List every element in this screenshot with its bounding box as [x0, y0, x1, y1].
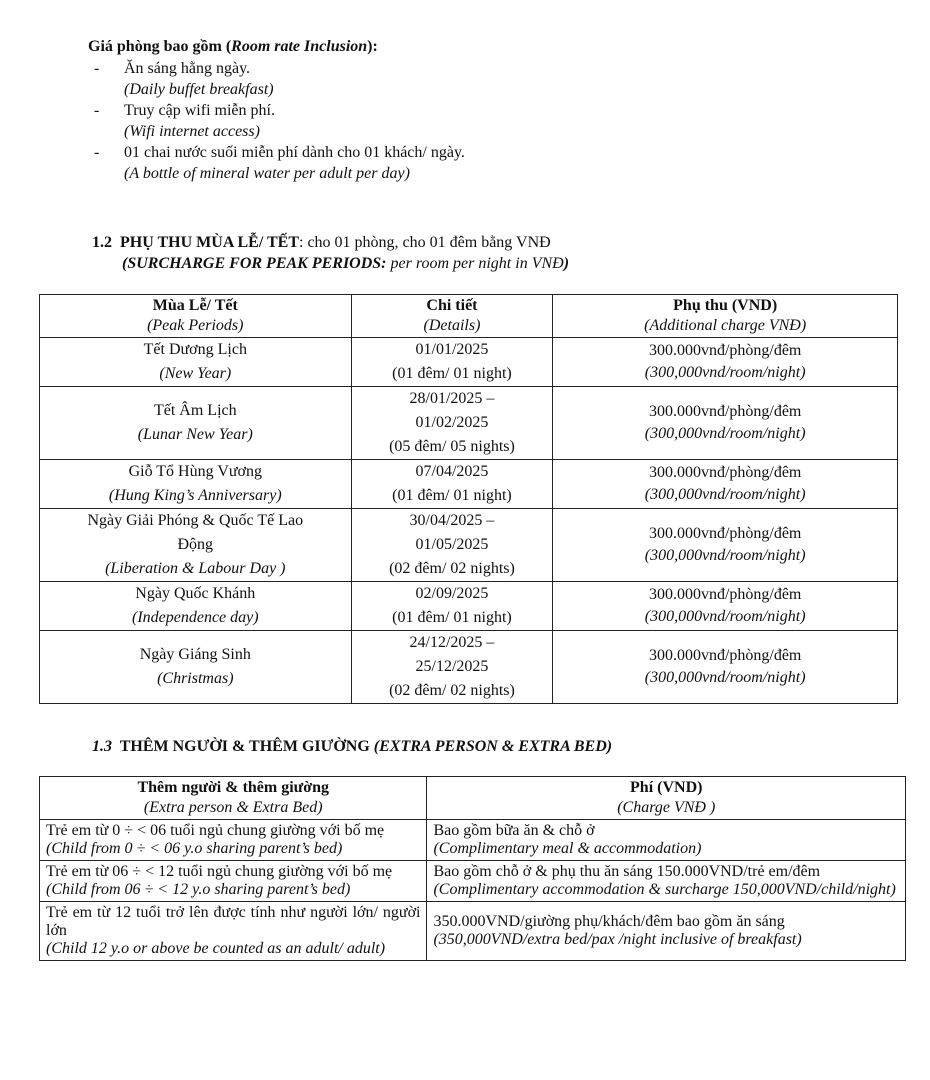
list-item [88, 142, 788, 184]
table-row [40, 820, 906, 861]
section-number: 1.3 [92, 738, 112, 755]
extra-bed-table [39, 776, 906, 961]
period-vi: Tết Dương Lịch [143, 341, 247, 358]
person-cell [40, 902, 427, 961]
detail-line: (01 đêm/ 01 night) [392, 487, 512, 504]
section-1-3-heading [92, 736, 612, 757]
charge-en: (300,000vnd/room/night) [644, 425, 806, 442]
detail-line: 01/02/2025 [415, 414, 489, 431]
section-title-en-rest: per room per night in VNĐ [386, 255, 564, 272]
inclusion-title-vi: Giá phòng bao gồm ( [88, 38, 232, 55]
details-cell [351, 460, 553, 509]
detail-line: 24/12/2025 – [409, 634, 495, 651]
inclusion-list [88, 58, 788, 184]
bullet-dash: - [94, 144, 100, 161]
detail-line: 01/01/2025 [415, 341, 489, 358]
person-en: (Child 12 y.o or above be counted as an adult/ adult) [46, 940, 386, 957]
bullet-dash: - [94, 102, 100, 119]
header-charge [553, 295, 898, 338]
person-cell [40, 820, 427, 861]
table-header-row [40, 777, 906, 820]
charge-vi: 300.000vnđ/phòng/đêm [648, 647, 802, 664]
period-en: (New Year) [159, 365, 232, 382]
detail-line: (05 đêm/ 05 nights) [389, 438, 515, 455]
charge-en: (300,000vnd/room/night) [644, 669, 806, 686]
charge-en: (300,000vnd/room/night) [644, 364, 806, 381]
detail-line: 02/09/2025 [415, 585, 489, 602]
person-en: (Child from 0 ÷ < 06 y.o sharing parent’s bed) [46, 840, 343, 857]
period-cell [40, 387, 352, 460]
header-vi: Chi tiết [426, 297, 478, 314]
table-row [40, 631, 898, 704]
period-vi: Tết Âm Lịch [153, 402, 237, 419]
table-row [40, 582, 898, 631]
detail-line: (01 đêm/ 01 night) [392, 609, 512, 626]
header-fee [427, 777, 906, 820]
header-en: (Charge VNĐ ) [617, 799, 716, 816]
section-title-vi: THÊM NGƯỜI & THÊM GIƯỜNG [119, 738, 370, 755]
period-en: (Lunar New Year) [137, 426, 253, 443]
period-en: (Hung King’s Anniversary) [108, 487, 282, 504]
period-cell [40, 509, 352, 582]
period-cell [40, 582, 352, 631]
section-title-en: (EXTRA PERSON & EXTRA BED) [373, 738, 613, 755]
bullet-dash: - [94, 60, 100, 77]
person-en: (Child from 06 ÷ < 12 y.o sharing parent’s bed) [46, 881, 351, 898]
fee-vi: 350.000VND/giường phụ/khách/đêm bao gồm ăn sáng [433, 913, 785, 930]
header-vi: Phụ thu (VND) [673, 297, 778, 314]
inclusion-title-en: Room rate Inclusion [231, 38, 368, 55]
period-en: (Liberation & Labour Day ) [105, 560, 286, 577]
table-row [40, 861, 906, 902]
period-vi: Ngày Quốc Khánh [135, 585, 256, 602]
detail-line: (02 đêm/ 02 nights) [389, 682, 515, 699]
period-vi: Ngày Giáng Sinh [139, 646, 251, 663]
table-row [40, 387, 898, 460]
inclusion-item-vi: 01 chai nước suối miễn phí dành cho 01 khách/ ngày. [124, 144, 465, 161]
header-details [351, 295, 553, 338]
charge-cell [553, 631, 898, 704]
charge-en: (300,000vnd/room/night) [644, 608, 806, 625]
list-item [88, 100, 788, 142]
section-title-en [92, 253, 569, 274]
details-cell [351, 631, 553, 704]
detail-line: 07/04/2025 [415, 463, 489, 480]
detail-line: 28/01/2025 – [409, 390, 495, 407]
details-cell [351, 338, 553, 387]
section-title-vi: PHỤ THU MÙA LỄ/ TẾT [120, 234, 299, 251]
header-en: (Additional charge VNĐ) [644, 317, 807, 334]
details-cell [351, 582, 553, 631]
charge-cell [553, 338, 898, 387]
peak-surcharge-table [39, 294, 898, 704]
charge-cell [553, 460, 898, 509]
list-item [88, 58, 788, 100]
header-vi: Mùa Lễ/ Tết [152, 297, 238, 314]
header-en: (Extra person & Extra Bed) [143, 799, 323, 816]
detail-line: (02 đêm/ 02 nights) [389, 560, 515, 577]
fee-en: (Complimentary accommodation & surcharge 150,000VND/child/night) [433, 881, 896, 898]
table-row [40, 460, 898, 509]
charge-cell [553, 387, 898, 460]
period-cell [40, 631, 352, 704]
period-en: (Independence day) [131, 609, 259, 626]
inclusion-item-en: (A bottle of mineral water per adult per day) [124, 165, 410, 182]
fee-vi: Bao gồm chỗ ở & phụ thu ăn sáng 150.000VND/trẻ em/đêm [433, 863, 821, 880]
inclusion-item-vi: Truy cập wifi miễn phí. [124, 102, 275, 119]
table-row [40, 338, 898, 387]
charge-vi: 300.000vnđ/phòng/đêm [648, 586, 802, 603]
header-vi: Thêm người & thêm giường [137, 779, 330, 796]
period-cell [40, 338, 352, 387]
section-title-en-open: (SURCHARGE FOR PEAK PERIODS: [122, 255, 387, 272]
header-vi: Phí (VND) [630, 779, 703, 796]
header-en: (Details) [423, 317, 481, 334]
person-vi: Trẻ em từ 12 tuổi trở lên được tính như người lớn/ người lớn [46, 904, 421, 939]
fee-en: (Complimentary meal & accommodation) [433, 840, 702, 857]
header-extra-person [40, 777, 427, 820]
inclusion-title [88, 38, 378, 56]
period-vi: Động [177, 536, 214, 553]
header-en: (Peak Periods) [147, 317, 244, 334]
table-row [40, 902, 906, 961]
charge-vi: 300.000vnđ/phòng/đêm [648, 464, 802, 481]
table-header-row [40, 295, 898, 338]
charge-vi: 300.000vnđ/phòng/đêm [648, 525, 802, 542]
fee-cell [427, 820, 906, 861]
fee-vi: Bao gồm bữa ăn & chỗ ở [433, 822, 595, 839]
section-title-vi-rest: : cho 01 phòng, cho 01 đêm bằng VNĐ [299, 234, 551, 251]
charge-en: (300,000vnd/room/night) [644, 547, 806, 564]
inclusion-item-en: (Wifi internet access) [124, 123, 260, 140]
detail-line: 01/05/2025 [415, 536, 489, 553]
inclusion-item-vi: Ăn sáng hằng ngày. [124, 60, 251, 77]
details-cell [351, 509, 553, 582]
charge-cell [553, 582, 898, 631]
charge-vi: 300.000vnđ/phòng/đêm [648, 403, 802, 420]
header-peak-periods [40, 295, 352, 338]
period-cell [40, 460, 352, 509]
charge-en: (300,000vnd/room/night) [644, 486, 806, 503]
fee-en: (350,000VND/extra bed/pax /night inclusive of breakfast) [433, 931, 802, 948]
section-1-2-heading [92, 232, 569, 274]
section-title-en-close: ) [563, 255, 570, 272]
detail-line: 25/12/2025 [415, 658, 489, 675]
table-row [40, 509, 898, 582]
period-vi: Ngày Giải Phóng & Quốc Tế Lao [87, 512, 304, 529]
fee-cell [427, 902, 906, 961]
detail-line: 30/04/2025 – [409, 512, 495, 529]
fee-cell [427, 861, 906, 902]
charge-cell [553, 509, 898, 582]
person-vi: Trẻ em từ 0 ÷ < 06 tuổi ngủ chung giường với bố mẹ [46, 822, 385, 839]
section-number: 1.2 [92, 234, 112, 251]
period-vi: Giỗ Tổ Hùng Vương [128, 463, 262, 480]
period-en: (Christmas) [157, 670, 234, 687]
charge-vi: 300.000vnđ/phòng/đêm [648, 342, 802, 359]
details-cell [351, 387, 553, 460]
person-vi: Trẻ em từ 06 ÷ < 12 tuổi ngủ chung giường với bố mẹ [46, 863, 393, 880]
person-cell [40, 861, 427, 902]
inclusion-item-en: (Daily buffet breakfast) [124, 81, 274, 98]
inclusion-title-end: ): [367, 38, 378, 55]
detail-line: (01 đêm/ 01 night) [392, 365, 512, 382]
